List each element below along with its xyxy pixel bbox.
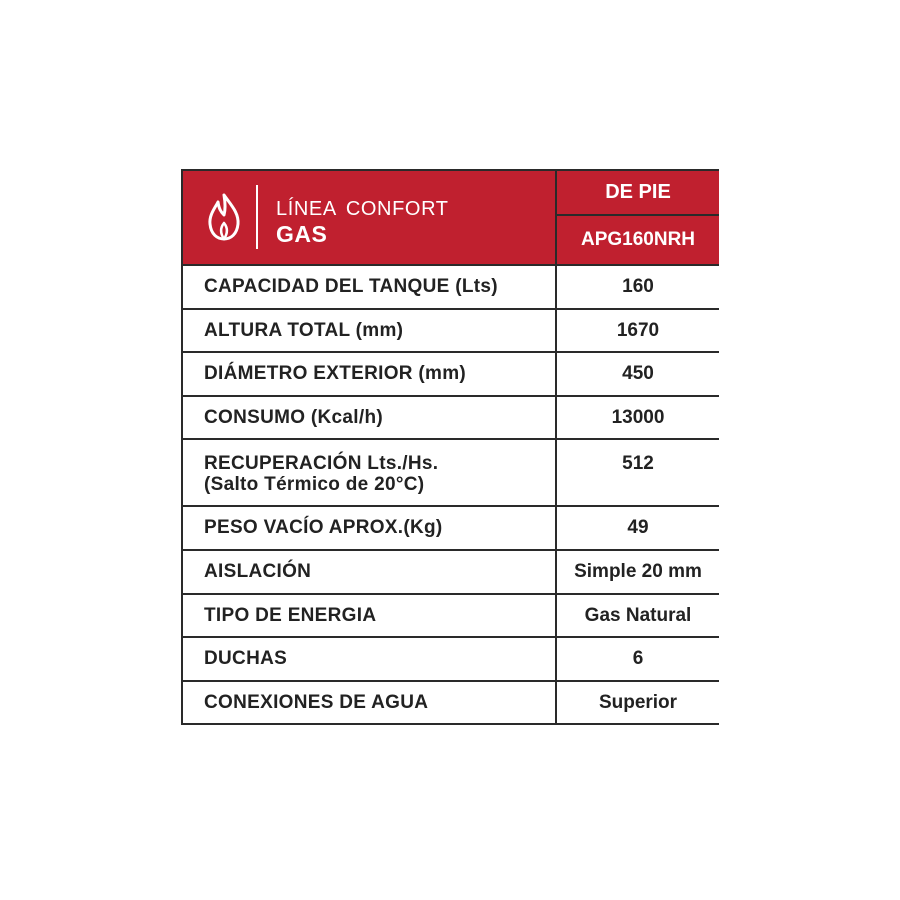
row-value: 6 [632, 648, 644, 669]
column-type: DE PIE [557, 171, 719, 216]
row-label-line1: RECUPERACIÓN Lts./Hs. [204, 453, 439, 474]
table-row [183, 310, 719, 353]
row-value: 13000 [611, 406, 665, 428]
table-row [183, 638, 719, 682]
table-row [183, 397, 719, 440]
brand-line: LÍNEA CONFORT [276, 198, 449, 220]
brand-type: GAS [276, 221, 328, 247]
row-value: 49 [627, 517, 649, 538]
row-label: CAPACIDAD DEL TANQUE (Lts) [183, 266, 557, 308]
row-label-line2: (Salto Térmico de 20°C) [204, 474, 425, 495]
row-label: TIPO DE ENERGIA [183, 595, 557, 636]
row-label: DIÁMETRO EXTERIOR (mm) [183, 353, 557, 395]
row-value: Gas Natural [584, 604, 692, 626]
model-header [557, 171, 719, 264]
table-row [183, 551, 719, 595]
table-header [183, 171, 719, 266]
row-label: AISLACIÓN [183, 551, 557, 593]
row-label: DUCHAS [183, 638, 557, 680]
row-label: PESO VACÍO APROX.(Kg) [183, 507, 557, 549]
brand-header [183, 171, 557, 264]
table-row [183, 682, 719, 725]
flame-icon [207, 193, 241, 241]
table-row [183, 507, 719, 551]
row-label: CONSUMO (Kcal/h) [183, 397, 557, 438]
spec-table [181, 169, 719, 725]
row-label [183, 440, 557, 505]
row-label: CONEXIONES DE AGUA [183, 682, 557, 723]
table-row [183, 353, 719, 397]
table-row [183, 440, 719, 507]
table-row [183, 595, 719, 638]
column-model: APG160NRH [580, 229, 696, 250]
row-value: 450 [622, 363, 654, 384]
row-value: 512 [622, 453, 654, 474]
header-divider [256, 185, 258, 249]
row-value: Simple 20 mm [574, 561, 702, 582]
table-row [183, 266, 719, 310]
row-value: 1670 [616, 319, 660, 341]
row-label: ALTURA TOTAL (mm) [183, 310, 557, 351]
row-value: Superior [598, 691, 678, 713]
row-value: 160 [622, 276, 654, 297]
